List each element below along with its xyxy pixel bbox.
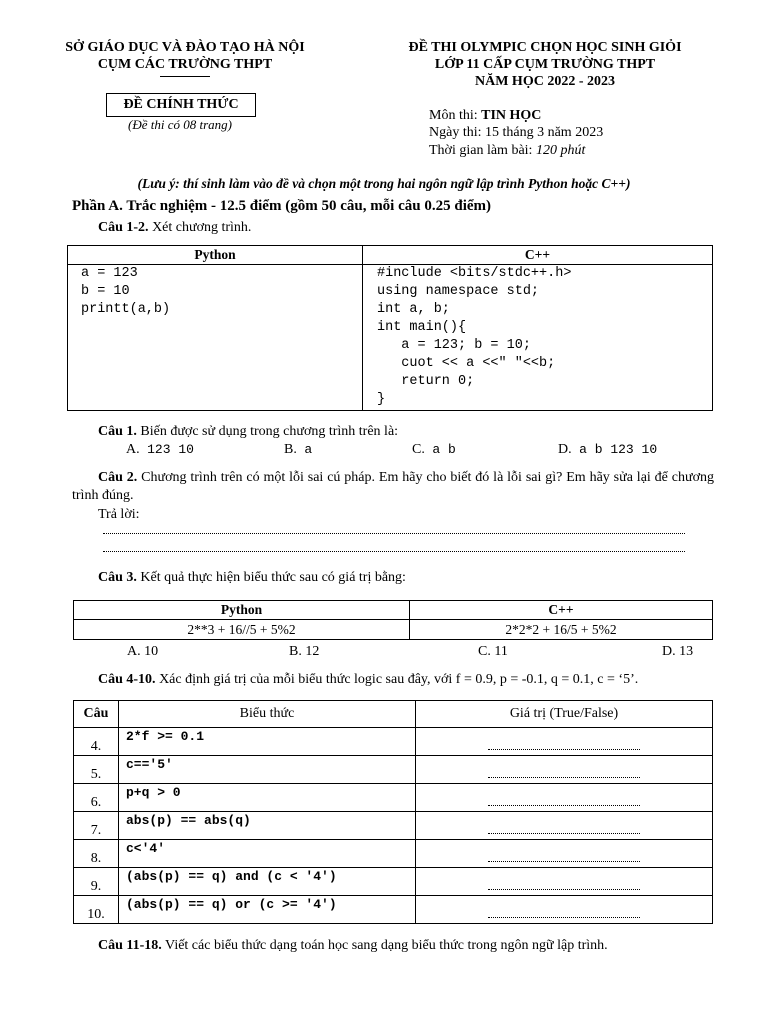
- table-row: [74, 896, 713, 924]
- q1-question: [98, 424, 398, 440]
- q1-option-a-value: 123 10: [147, 442, 194, 457]
- row-expression: 2*f >= 0.1: [119, 728, 416, 756]
- q1-text: Biến được sử dụng trong chương trình trên là:: [136, 424, 399, 439]
- q11-18-label: Câu 11-18.: [98, 938, 162, 953]
- answer-cell[interactable]: [416, 756, 713, 784]
- q2-answer-line-2[interactable]: [103, 551, 685, 552]
- row-number: 8.: [74, 840, 119, 868]
- time-value: 120 phút: [535, 143, 586, 158]
- q3-expr-python: 2**3 + 16//5 + 5%2: [74, 620, 410, 640]
- q1-option-d-value: a b 123 10: [579, 442, 658, 457]
- q4-10-label: Câu 4-10.: [98, 672, 156, 687]
- q1-option-d: [558, 442, 657, 458]
- row-number: 7.: [74, 812, 119, 840]
- q3-option-b: B. 12: [289, 644, 320, 659]
- q1-2-intro: [98, 220, 251, 236]
- table-row: [74, 812, 713, 840]
- row-expression: p+q > 0: [119, 784, 416, 812]
- school-year: NĂM HỌC 2022 - 2023: [475, 74, 615, 89]
- code-col-python: Python: [68, 246, 363, 265]
- q4-10-question: [98, 672, 638, 688]
- answer-cell[interactable]: [416, 840, 713, 868]
- q1-option-a: [126, 442, 194, 458]
- row-number: 5.: [74, 756, 119, 784]
- subject-line: [429, 108, 541, 124]
- row-number: 6.: [74, 784, 119, 812]
- logic-col-value: Giá trị (True/False): [416, 701, 713, 728]
- table-row: [74, 868, 713, 896]
- python-code-cell: [68, 265, 363, 411]
- q1-option-c-key: C.: [412, 442, 425, 457]
- q1-option-d-key: D.: [558, 442, 572, 457]
- row-number: 4.: [74, 728, 119, 756]
- row-expression: (abs(p) == q) or (c >= '4'): [119, 896, 416, 924]
- q3-option-c: C. 11: [478, 644, 508, 659]
- q1-label: Câu 1.: [98, 424, 137, 439]
- q1-option-b-value: a: [304, 442, 313, 457]
- answer-blank[interactable]: [488, 917, 640, 918]
- header-underline: [160, 76, 210, 77]
- time-label: Thời gian làm bài:: [429, 143, 536, 158]
- python-code-line: printt(a,b): [81, 302, 171, 317]
- department-name: SỞ GIÁO DỤC VÀ ĐÀO TẠO HÀ NỘI: [65, 40, 305, 55]
- code-table: [67, 245, 713, 411]
- q3-label: Câu 3.: [98, 570, 137, 585]
- q1-option-b: [284, 442, 312, 458]
- cpp-code-line: }: [377, 392, 386, 407]
- row-expression: abs(p) == abs(q): [119, 812, 416, 840]
- answer-blank[interactable]: [488, 805, 640, 806]
- q1-2-text: Xét chương trình.: [148, 220, 252, 235]
- cpp-code-line: a = 123; b = 10;: [377, 338, 531, 353]
- time-line: [429, 143, 585, 159]
- table-row: [74, 840, 713, 868]
- row-number: 10.: [74, 896, 119, 924]
- q3-question: [98, 570, 406, 586]
- subject-value: TIN HỌC: [481, 108, 542, 123]
- subject-label: Môn thi:: [429, 108, 482, 123]
- q3-col-cpp: C++: [410, 601, 713, 620]
- answer-blank[interactable]: [488, 889, 640, 890]
- q11-18-question: [98, 938, 608, 954]
- q2-answer-label: Trả lời:: [98, 507, 140, 522]
- python-code-line: a = 123: [81, 266, 138, 281]
- cluster-name: CỤM CÁC TRƯỜNG THPT: [97, 57, 273, 72]
- q3-table: [73, 600, 713, 640]
- answer-blank[interactable]: [488, 861, 640, 862]
- q1-2-label: Câu 1-2.: [98, 220, 149, 235]
- table-row: [74, 784, 713, 812]
- q2-question: [72, 469, 714, 505]
- cpp-code-line: cuot << a <<" "<<b;: [377, 356, 556, 371]
- q4-10-text: Xác định giá trị của mỗi biểu thức logic sau đây, với f = 0.9, p = -0.1, q = 0.1, c = ‘5’.: [155, 672, 639, 687]
- answer-cell[interactable]: [416, 868, 713, 896]
- code-col-cpp: C++: [363, 246, 713, 265]
- answer-cell[interactable]: [416, 728, 713, 756]
- q2-label: Câu 2.: [98, 470, 138, 485]
- row-expression: c=='5': [119, 756, 416, 784]
- q3-option-a: A. 10: [127, 644, 159, 659]
- q3-text: Kết quả thực hiện biểu thức sau có giá trị bằng:: [136, 570, 406, 585]
- logic-col-expr: Biểu thức: [119, 701, 416, 728]
- row-number: 9.: [74, 868, 119, 896]
- q1-option-c: [412, 442, 456, 458]
- exam-grade: LỚP 11 CẤP CỤM TRƯỜNG THPT: [434, 57, 656, 72]
- row-expression: (abs(p) == q) and (c < '4'): [119, 868, 416, 896]
- cpp-code-line: using namespace std;: [377, 284, 540, 299]
- cpp-code-line: int a, b;: [377, 302, 450, 317]
- answer-cell[interactable]: [416, 896, 713, 924]
- logic-table: [73, 700, 713, 924]
- q1-option-b-key: B.: [284, 442, 297, 457]
- q1-option-a-key: A.: [126, 442, 140, 457]
- answer-blank[interactable]: [488, 777, 640, 778]
- answer-cell[interactable]: [416, 812, 713, 840]
- q11-18-text: Viết các biểu thức dạng toán học sang dạng biểu thức trong ngôn ngữ lập trình.: [161, 938, 608, 953]
- cpp-code-line: return 0;: [377, 374, 475, 389]
- cpp-code-line: #include <bits/stdc++.h>: [377, 266, 572, 281]
- part-a-title: Phần A. Trắc nghiệm - 12.5 điểm (gồm 50 câu, mỗi câu 0.25 điểm): [72, 198, 492, 214]
- q3-option-d: D. 13: [662, 644, 694, 659]
- answer-blank[interactable]: [488, 749, 640, 750]
- answer-cell[interactable]: [416, 784, 713, 812]
- q2-answer-line-1[interactable]: [103, 533, 685, 534]
- answer-blank[interactable]: [488, 833, 640, 834]
- q1-option-c-value: a b: [432, 442, 456, 457]
- row-expression: c<'4': [119, 840, 416, 868]
- table-row: [74, 756, 713, 784]
- q2-text: Chương trình trên có một lỗi sai cú pháp. Em hãy cho biết đó là lỗi sai gì? Em hãy sửa lại để chương trình đúng.: [72, 470, 714, 503]
- cpp-code-cell: [363, 265, 713, 411]
- official-exam-box: ĐỀ CHÍNH THỨC: [106, 93, 256, 117]
- logic-col-num: Câu: [74, 701, 119, 728]
- exam-title: ĐỀ THI OLYMPIC CHỌN HỌC SINH GIỎI: [408, 40, 682, 55]
- pages-note: (Đề thi có 08 trang): [128, 117, 232, 132]
- exam-date: Ngày thi: 15 tháng 3 năm 2023: [429, 125, 604, 140]
- table-row: [74, 728, 713, 756]
- language-note: (Lưu ý: thí sinh làm vào đề và chọn một trong hai ngôn ngữ lập trình Python hoặc C++): [137, 176, 631, 191]
- cpp-code-line: int main(){: [377, 320, 467, 335]
- python-code-line: b = 10: [81, 284, 130, 299]
- q3-col-python: Python: [74, 601, 410, 620]
- q3-expr-cpp: 2*2*2 + 16/5 + 5%2: [410, 620, 713, 640]
